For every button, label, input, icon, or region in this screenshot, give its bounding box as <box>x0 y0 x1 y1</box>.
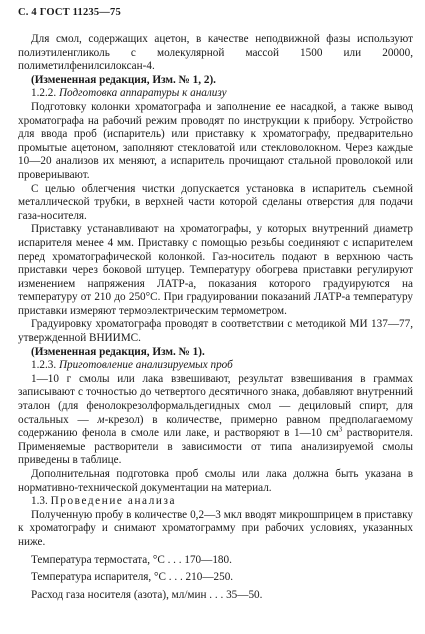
paragraph-sample-weighing <box>18 373 413 468</box>
condition-carrier-gas: Расход газа носителя (азота), мл/мин . . . 35—50. <box>31 588 263 601</box>
revision-note-2: (Измененная редакция, Изм. № 1). <box>31 345 205 358</box>
section-title: Проведение анализа <box>50 495 177 508</box>
section-1-3-heading <box>18 495 413 509</box>
paragraph-column-preparation: Подготовку колонки хроматографа и заполнение ее насадкой, а также вывод хроматографа на рабочий режим проводят по инструкции к прибору. Устройство для ввода проб (испаритель) или приставку к хроматографу, предварительно промытые ацетоном, заполняют стекловатой или стекловолокном. Через каждые 10—20 анализов их меняют, а испаритель прочищают стальной проволокой или провериывают. <box>18 100 413 181</box>
paragraph-removable-tube: С целью облегчения чистки допускается установка в испаритель съемной металлической трубки, в верхней части которой сделаны отверстия для подачи газа-носителя. <box>18 182 413 222</box>
revision-note-1: (Измененная редакция, Изм. № 1, 2). <box>31 73 216 86</box>
text-run: 1—10 г смолы или лака взвешивают, результат взвешивания в граммах записывают с точностью до четвертого десятичного знака, добавляют внутренний эталон (для фенолокрезолформальдегидных смол — дециловый спирт, для остальных — <box>18 372 413 426</box>
section-title: Подготовка аппаратуры к анализу <box>58 87 227 100</box>
section-number: 1.2.2. <box>31 87 57 100</box>
superscript: 3 <box>338 425 343 434</box>
section-number: 1.2.3. <box>31 359 57 372</box>
section-title: Приготовление анализируемых проб <box>58 359 233 372</box>
condition-thermostat: Температура термостата, °С . . . 170—180. <box>31 553 232 566</box>
paragraph-calibration: Градуировку хроматографа проводят в соответствии с методикой МИ 137—77, утвержденной ВНИИМС. <box>18 318 413 345</box>
paragraph-stationary-phase: Для смол, содержащих ацетон, в качестве неподвижной фазы используют полиэтиленгликоль с молекулярной массой 1500 или 20000, полиметилфенилсилоксан-4. <box>18 33 413 73</box>
text-run-italic: м <box>97 413 105 426</box>
paragraph-additional-prep: Дополнительная подготовка проб смолы или лака должна быть указана в нормативно-технической документации на материал. <box>18 468 413 494</box>
condition-evaporator: Температура испарителя, °С . . . 210—250. <box>31 571 234 584</box>
text-run: растворителя. Применяемые растворители в зависимости от типа анализируемой смолы приведены в таблице. <box>18 427 413 467</box>
text-run: -крезол) в количестве, примерно равном предполагаемому содержанию фенола в смоле или лаке, и растворяют в 1—10 см <box>18 413 413 440</box>
page-header: С. 4 ГОСТ 11235—75 <box>18 7 121 18</box>
section-number: 1.3. <box>31 495 48 508</box>
section-1-2-3-heading <box>18 359 413 373</box>
paragraph-injection: Полученную пробу в количестве 0,2—3 мкл вводят микрошприцем в приставку к хроматографу и снимают хроматограмму при рабочих условиях, указанных ниже. <box>18 508 413 548</box>
paragraph-attachment: Приставку устанавливают на хроматографы, у которых внутренний диаметр испарителя менее 4 мм. Приставку с помощью резьбы соединяют с испарителем перед хроматографической колонкой. Газ-носитель подают в верхнюю часть приставки через боковой штуцер. Температуру обогрева приставки регулируют изменением напряжения ЛАТР-а, показания которого градуируются на температуру от 210 до 250°С. При градуировании показаний ЛАТР-а температуру приставки измеряют термоэлектрическим термометром. <box>18 223 413 317</box>
document-body <box>18 33 413 602</box>
section-1-2-2-heading <box>18 87 413 101</box>
